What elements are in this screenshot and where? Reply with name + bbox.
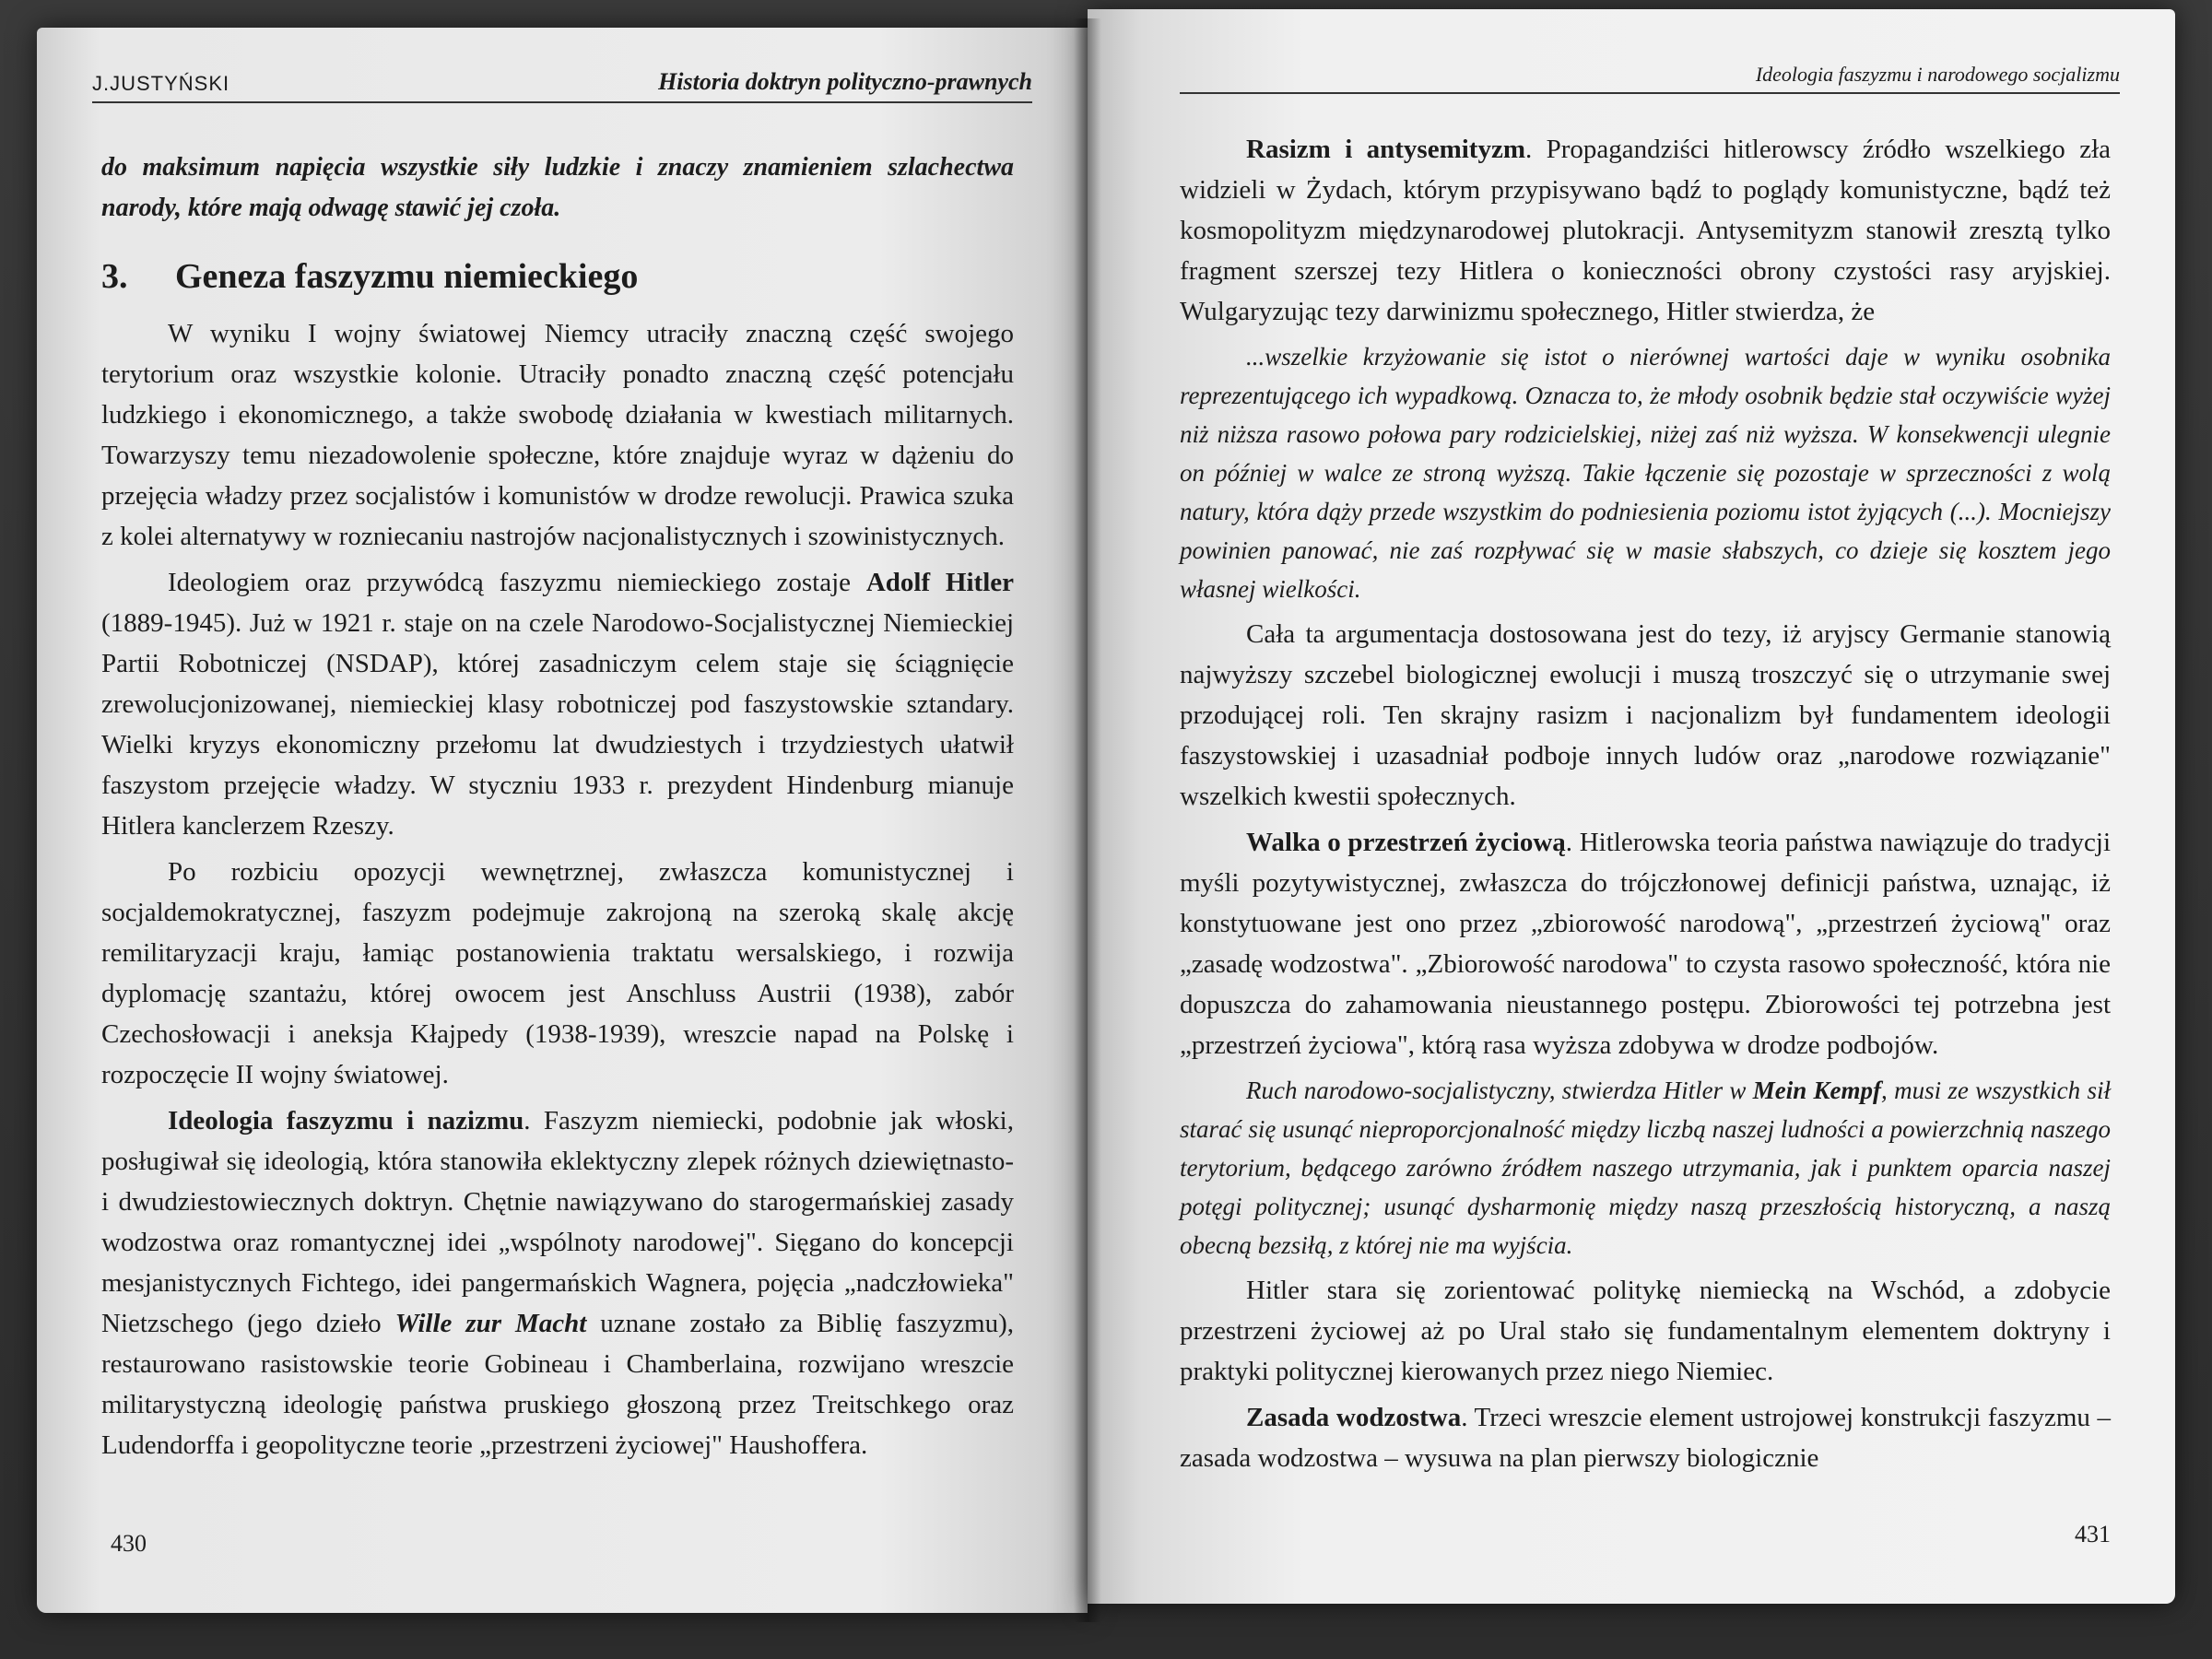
left-page-body	[101, 147, 1014, 1471]
paragraph-leadership	[1180, 1397, 2111, 1478]
wille-zur-macht-title: Wille zur Macht	[394, 1309, 587, 1338]
ideology-subheading: Ideologia faszyzmu i nazizmu	[168, 1106, 524, 1135]
hitler-quote-2	[1180, 1071, 2111, 1265]
living-space-subheading: Walka o przestrzeń życiową	[1246, 828, 1566, 857]
page-number-left: 430	[111, 1530, 147, 1557]
leadership-subheading: Zasada wodzostwa	[1246, 1403, 1462, 1432]
paragraph-living-space	[1180, 822, 2111, 1065]
intro-quote: do maksimum napięcia wszystkie siły ludzkie i znaczy znamieniem szlachectwa narody, które mają odwagę stawić jej czoła.	[101, 153, 1014, 222]
right-page-body	[1180, 129, 2111, 1484]
living-space-text: . Hitlerowska teoria państwa nawiązuje do tradycji myśli pozytywistycznej, zwłaszcza do trójczłonowej definicji państwa, uznając, iż konstytuowane jest ono przez „zbiorowość narodową", „przestrzeń życiową" oraz „zasadę wodzostwa". „Zbiorowość narodowa" to czysta rasowo społeczność, która nie dopuszcza do zahamowania nieustannego postępu. Zbiorowości tej potrzebna jest „przestrzeń życiowa", którą rasa wyższa zdobywa w drodze podbojów.	[1180, 828, 2112, 1060]
adolf-hitler-bold: Adolf Hitler	[865, 568, 1015, 597]
mein-kempf-title: Mein Kempf	[1752, 1077, 1882, 1104]
book-title-running-head: Historia doktryn polityczno-prawnych	[658, 68, 1032, 95]
quote-2-text-b: , musi ze wszystkich sił starać się usunąć nieproporcjonalność między liczbą naszej ludności a powierzchnią naszego terytorium, będącego zarówno źródłem naszego utrzymania, jak i punktem oparcia naszej potęgi politycznej; usunąć dysharmonię między naszą przeszłością historyczną, a naszą obecną bezsiłą, z której nie ma wyjścia.	[1180, 1077, 2111, 1259]
right-page-header	[1180, 55, 2120, 94]
page-number-right: 431	[2075, 1521, 2111, 1547]
paragraph-4-text-a: . Faszyzm niemiecki, podobnie jak włoski, posługiwał się ideologią, która stanowiła eklektyczny zlepek różnych dziewiętnasto- i dwudziestowiecznych doktryn. Chętnie nawiązywano do starogermańskiej zasady wodzostwa oraz romantycznej idei „wspólnoty narodowej". Sięgano do koncepcji mesjanistycznych Fichtego, idei pangermańskich Wagnera, pojęcia „nadczłowieka" Nietzschego (jego dzieło	[101, 1106, 1014, 1338]
paragraph-2	[101, 562, 1014, 846]
paragraph-4	[101, 1100, 1014, 1465]
leadership-text: . Trzeci wreszcie element ustrojowej konstrukcji faszyzmu – zasada wodzostwa – wysuwa na plan pierwszy biologicznie	[1180, 1403, 2111, 1473]
racism-text: . Propagandziści hitlerowscy źródło wszelkiego zła widzieli w Żydach, którym przypisywano bądź to poglądy komunistyczne, bądź też kosmopolityzm międzynarodowej plutokracji. Antysemityzm stanowił zresztą tylko fragment szerszej tezy Hitlera o konieczności obrony czystości rasy aryjskiej. Wulgaryzując tezy darwinizmu społecznego, Hitler stwierdza, że	[1180, 135, 2111, 326]
right-page	[1088, 9, 2175, 1604]
paragraph-2-text: Ideologiem oraz przywódcą faszyzmu niemieckiego zostaje	[168, 568, 866, 597]
paragraph-racism	[1180, 129, 2111, 332]
author-running-head: J.JUSTYŃSKI	[92, 72, 230, 95]
quote-2-text-a: Ruch narodowo-socjalistyczny, stwierdza Hitler w	[1246, 1077, 1753, 1104]
paragraph-1: W wyniku I wojny światowej Niemcy utraciły znaczną część swojego terytorium oraz wszystkie kolonie. Utraciły ponadto znaczną część potencjału ludzkiego i ekonomicznego, a także swobodę działania w kwestiach militarnych. Towarzyszy temu niezadowolenie społeczne, które znajduje wyraz w dążeniu do przejęcia władzy przez socjalistów i komunistów w drodze rewolucji. Prawica szuka z kolei alternatywy w rozniecaniu nastrojów nacjonalistycznych i szowinistycznych.	[101, 319, 1014, 551]
section-number: 3.	[101, 257, 128, 296]
paragraph-2-rest: (1889-1945). Już w 1921 r. staje on na czele Narodowo-Socjalistycznej Niemieckiej Partii Robotniczej (NSDAP), której zasadniczym celem staje się ściągnięcie zrewolucjonizowanej, niemieckiej klasy robotniczej pod faszystowskie sztandary. Wielki kryzys ekonomiczny przełomu lat dwudziestych i trzydziestych ułatwił faszystom przejęcie władzy. W styczniu 1933 r. prezydent Hindenburg mianuje Hitlera kanclerzem Rzeszy.	[101, 608, 1014, 841]
chapter-running-head: Ideologia faszyzmu i narodowego socjalizmu	[1755, 63, 2120, 86]
section-title: Geneza faszyzmu niemieckiego	[175, 257, 639, 296]
section-heading	[101, 256, 1014, 297]
paragraph-4-text-b: uznane zostało za Biblię faszyzmu), restaurowano rasistowskie teorie Gobineau i Chamberlaina, rozwijano wreszcie militarystyczną ideologię państwa pruskiego głoszoną przez Treitschkego oraz Ludendorffa i geopolityczne teorie „przestrzeni życiowej" Haushoffera.	[101, 1309, 1014, 1460]
hitler-quote-1: ...wszelkie krzyżowanie się istot o nierównej wartości daje w wyniku osobnika reprezentującego ich wypadkową. Oznacza to, że młody osobnik będzie stał oczywiście wyżej niż niższa rasowo połowa pary rodzicielskiej, niżej zaś niż wyższa. W konsekwencji ulegnie on później w walce ze stroną wyższą. Takie łączenie się pozostaje w sprzeczności z wolą natury, która dąży przede wszystkim do podniesienia poziomu istot żyjących (...). Mocniejszy powinien panować, nie zaś rozpływać się w masie słabszych, co dzieje się kosztem jego własnej wielkości.	[1180, 343, 2111, 603]
paragraph-east: Hitler stara się zorientować politykę niemiecką na Wschód, a zdobycie przestrzeni życiowej aż po Ural stało się fundamentalnym elementem doktryny i praktyki politycznej kierowanych przez niego Niemiec.	[1180, 1276, 2111, 1386]
paragraph-argumentation: Cała ta argumentacja dostosowana jest do tezy, iż aryjscy Germanie stanowią najwyższy szczebel biologicznej ewolucji i muszą troszczyć się o utrzymanie swej przodującej roli. Ten skrajny rasizm i nacjonalizm był fundamentem ideologii faszystowskiej i uzasadniał podboje innych ludów oraz „narodowe rozwiązanie" wszelkich kwestii społecznych.	[1180, 619, 2111, 811]
left-page-header	[92, 65, 1032, 103]
racism-subheading: Rasizm i antysemityzm	[1246, 135, 1525, 164]
paragraph-3: Po rozbiciu opozycji wewnętrznej, zwłaszcza komunistycznej i socjaldemokratycznej, faszyzm podejmuje zakrojoną na szeroką skalę akcję remilitaryzacji kraju, łamiąc postanowienia traktatu wersalskiego, i rozwija dyplomację szantażu, której owocem jest Anschluss Austrii (1938), zabór Czechosłowacji i aneksja Kłajpedy (1938-1939), wreszcie napad na Polskę i rozpoczęcie II wojny światowej.	[101, 857, 1014, 1089]
left-page	[37, 28, 1088, 1613]
